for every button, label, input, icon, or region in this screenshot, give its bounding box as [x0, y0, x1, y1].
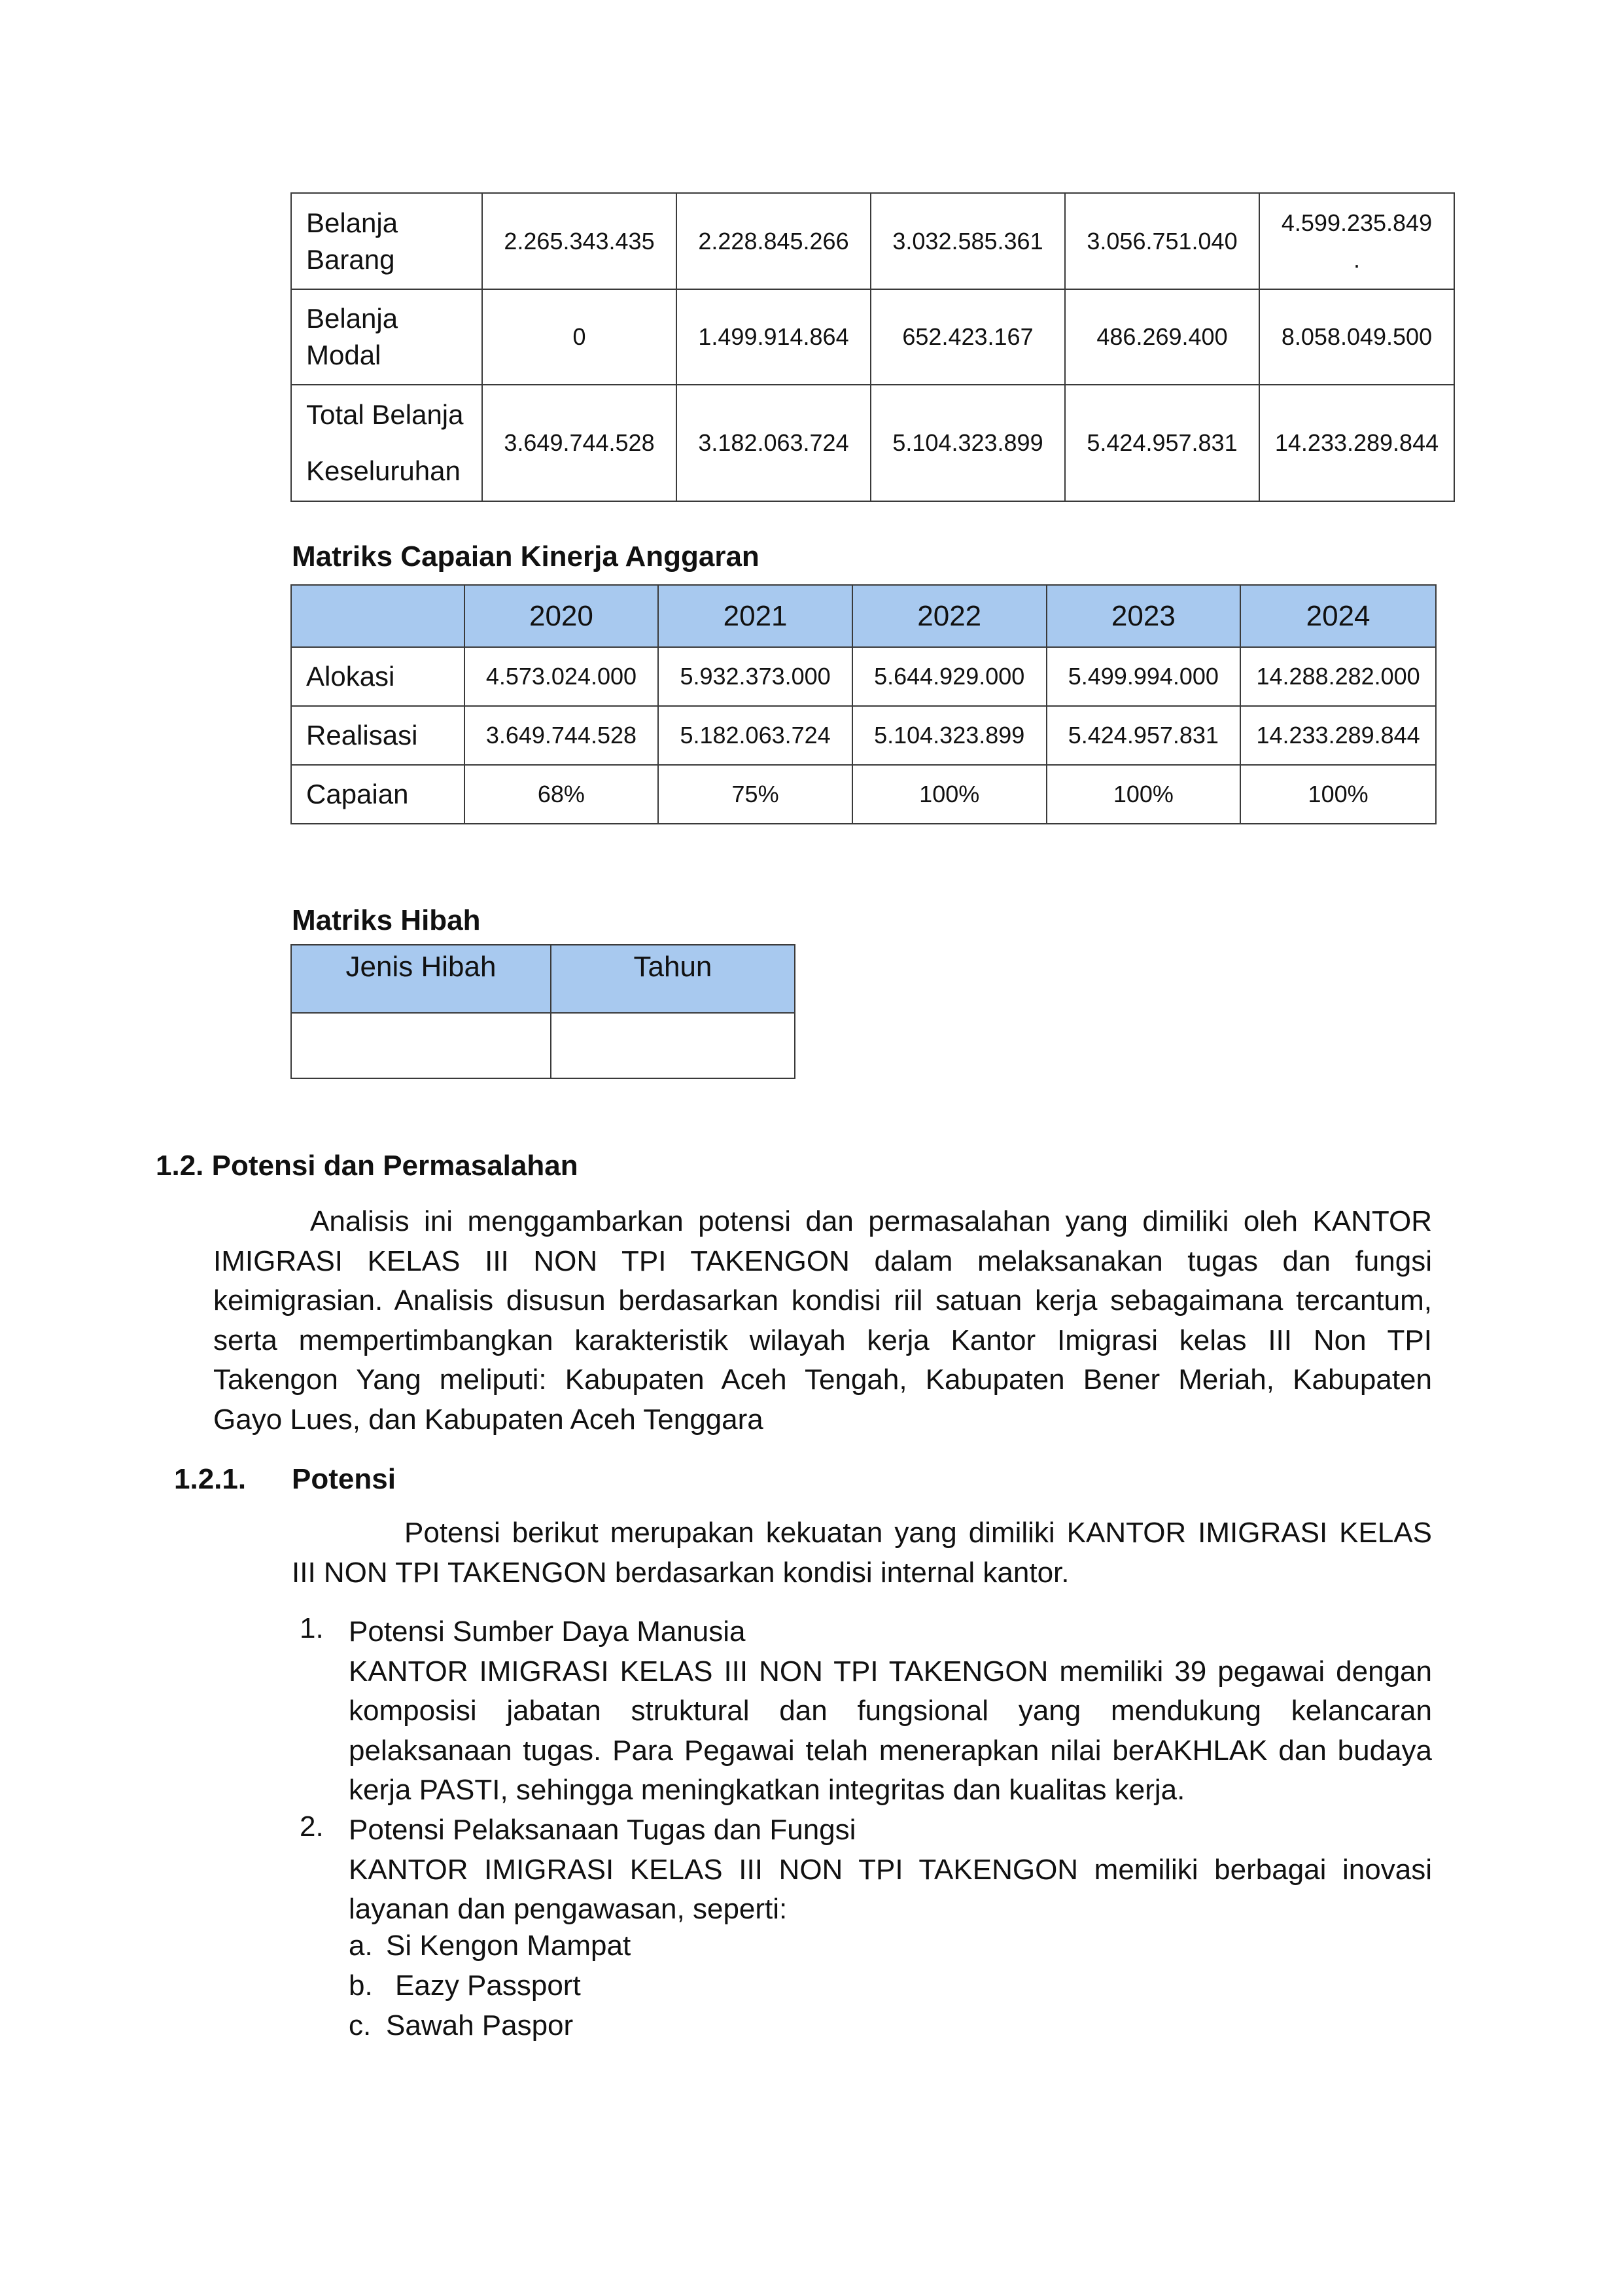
table-row: [291, 193, 1454, 289]
row-label: Capaian: [291, 765, 464, 824]
table-cell: 100%: [1240, 765, 1436, 824]
hibah-table: [290, 944, 795, 1079]
table-cell: 5.644.929.000: [852, 647, 1047, 706]
sublist-item: Sawah Paspor: [386, 2009, 574, 2041]
section-paragraph: Analisis ini menggambarkan potensi dan permasalahan yang dimiliki oleh KANTOR IMIGRASI KELAS III NON TPI TAKENGON dalam melaksanakan tugas dan fungsi keimigrasian. Analisis disusun berdasarkan kondisi riil satuan kerja sebagaimana tercantum, serta mempertimbangkan karakteristik wilayah kerja Kantor Imigrasi kelas III Non TPI Takengon Yang meliputi: Kabupaten Aceh Tengah, Kabupaten Bener Meriah, Kabupaten Gayo Lues, dan Kabupaten Aceh Tenggara: [213, 1205, 1432, 1436]
list-number: 2.: [300, 1810, 324, 1843]
hibah-title: Matriks Hibah: [292, 904, 481, 936]
year-header: 2023: [1047, 585, 1241, 647]
table-row: [291, 1013, 795, 1078]
table-cell: 5.499.994.000: [1047, 647, 1241, 706]
table-cell: 0: [482, 289, 676, 385]
table-cell: 5.932.373.000: [658, 647, 852, 706]
capaian-table: [290, 584, 1437, 824]
table-cell: 14.233.289.844: [1259, 385, 1454, 501]
table-row: [291, 289, 1454, 385]
sublist-letter: b.: [349, 1969, 373, 2002]
table-cell: 68%: [464, 765, 659, 824]
table-cell: 8.058.049.500: [1259, 289, 1454, 385]
table-cell: 5.104.323.899: [871, 385, 1065, 501]
table-row: [291, 765, 1436, 824]
table-header-row: [291, 945, 795, 1013]
year-header: 2022: [852, 585, 1047, 647]
table-cell: 2.265.343.435: [482, 193, 676, 289]
list-item: Potensi Sumber Daya Manusia KANTOR IMIGRASI KELAS III NON TPI TAKENGON memiliki 39 pegawai dengan komposisi jabatan struktural dan fungsional yang mendukung kelancaran pelaksanaan tugas. Para Pegawai telah menerapkan nilai berAKHLAK dan budaya kerja PASTI, sehingga meningkatkan integritas dan kualitas kerja.: [349, 1616, 1432, 1806]
table-cell: 100%: [1047, 765, 1241, 824]
table-cell: 652.423.167: [871, 289, 1065, 385]
belanja-table: [290, 192, 1455, 502]
sublist-item: Eazy Passport: [395, 1969, 581, 2002]
table-cell: 1.499.914.864: [676, 289, 871, 385]
sublist-item: Si Kengon Mampat: [386, 1930, 631, 1962]
row-label: Total Belanja Keseluruhan: [291, 385, 482, 501]
year-header: 2021: [658, 585, 852, 647]
subsection-number: 1.2.1.: [174, 1463, 247, 1495]
year-header: 2020: [464, 585, 659, 647]
header-cell: Jenis Hibah: [291, 945, 551, 1013]
row-label: Alokasi: [291, 647, 464, 706]
sublist-letter: a.: [349, 1930, 373, 1962]
table-cell: 5.182.063.724: [658, 706, 852, 765]
table-cell: 5.424.957.831: [1047, 706, 1241, 765]
capaian-title: Matriks Capaian Kinerja Anggaran: [292, 540, 759, 573]
list-item: Potensi Pelaksanaan Tugas dan Fungsi KANTOR IMIGRASI KELAS III NON TPI TAKENGON memiliki berbagai inovasi layanan dan pengawasan, seperti:: [349, 1814, 1432, 1925]
row-label: Realisasi: [291, 706, 464, 765]
table-cell: 14.288.282.000: [1240, 647, 1436, 706]
table-cell: 3.056.751.040: [1065, 193, 1259, 289]
table-cell: 2.228.845.266: [676, 193, 871, 289]
table-cell: 4.573.024.000: [464, 647, 659, 706]
sublist-letter: c.: [349, 2009, 372, 2041]
header-cell-empty: [291, 585, 464, 647]
table-cell: [551, 1013, 795, 1078]
table-cell: 3.649.744.528: [464, 706, 659, 765]
table-cell: 4.599.235.849 .: [1259, 193, 1454, 289]
table-cell: 75%: [658, 765, 852, 824]
table-header-row: [291, 585, 1436, 647]
subsection-title: Potensi: [292, 1463, 396, 1495]
table-cell: 5.424.957.831: [1065, 385, 1259, 501]
table-row: [291, 385, 1454, 501]
section-heading: 1.2. Potensi dan Permasalahan: [156, 1150, 578, 1182]
table-row: [291, 647, 1436, 706]
row-label: Belanja Barang: [291, 193, 482, 289]
table-cell: 14.233.289.844: [1240, 706, 1436, 765]
table-cell: 3.649.744.528: [482, 385, 676, 501]
year-header: 2024: [1240, 585, 1436, 647]
table-cell: 3.032.585.361: [871, 193, 1065, 289]
table-cell: 100%: [852, 765, 1047, 824]
table-cell: [291, 1013, 551, 1078]
table-cell: 3.182.063.724: [676, 385, 871, 501]
table-cell: 486.269.400: [1065, 289, 1259, 385]
row-label: Belanja Modal: [291, 289, 482, 385]
table-row: [291, 706, 1436, 765]
table-cell: 5.104.323.899: [852, 706, 1047, 765]
header-cell: Tahun: [551, 945, 795, 1013]
subsection-paragraph: Potensi berikut merupakan kekuatan yang dimiliki KANTOR IMIGRASI KELAS III NON TPI TAKENGON berdasarkan kondisi internal kantor.: [292, 1517, 1432, 1589]
list-number: 1.: [300, 1612, 324, 1644]
